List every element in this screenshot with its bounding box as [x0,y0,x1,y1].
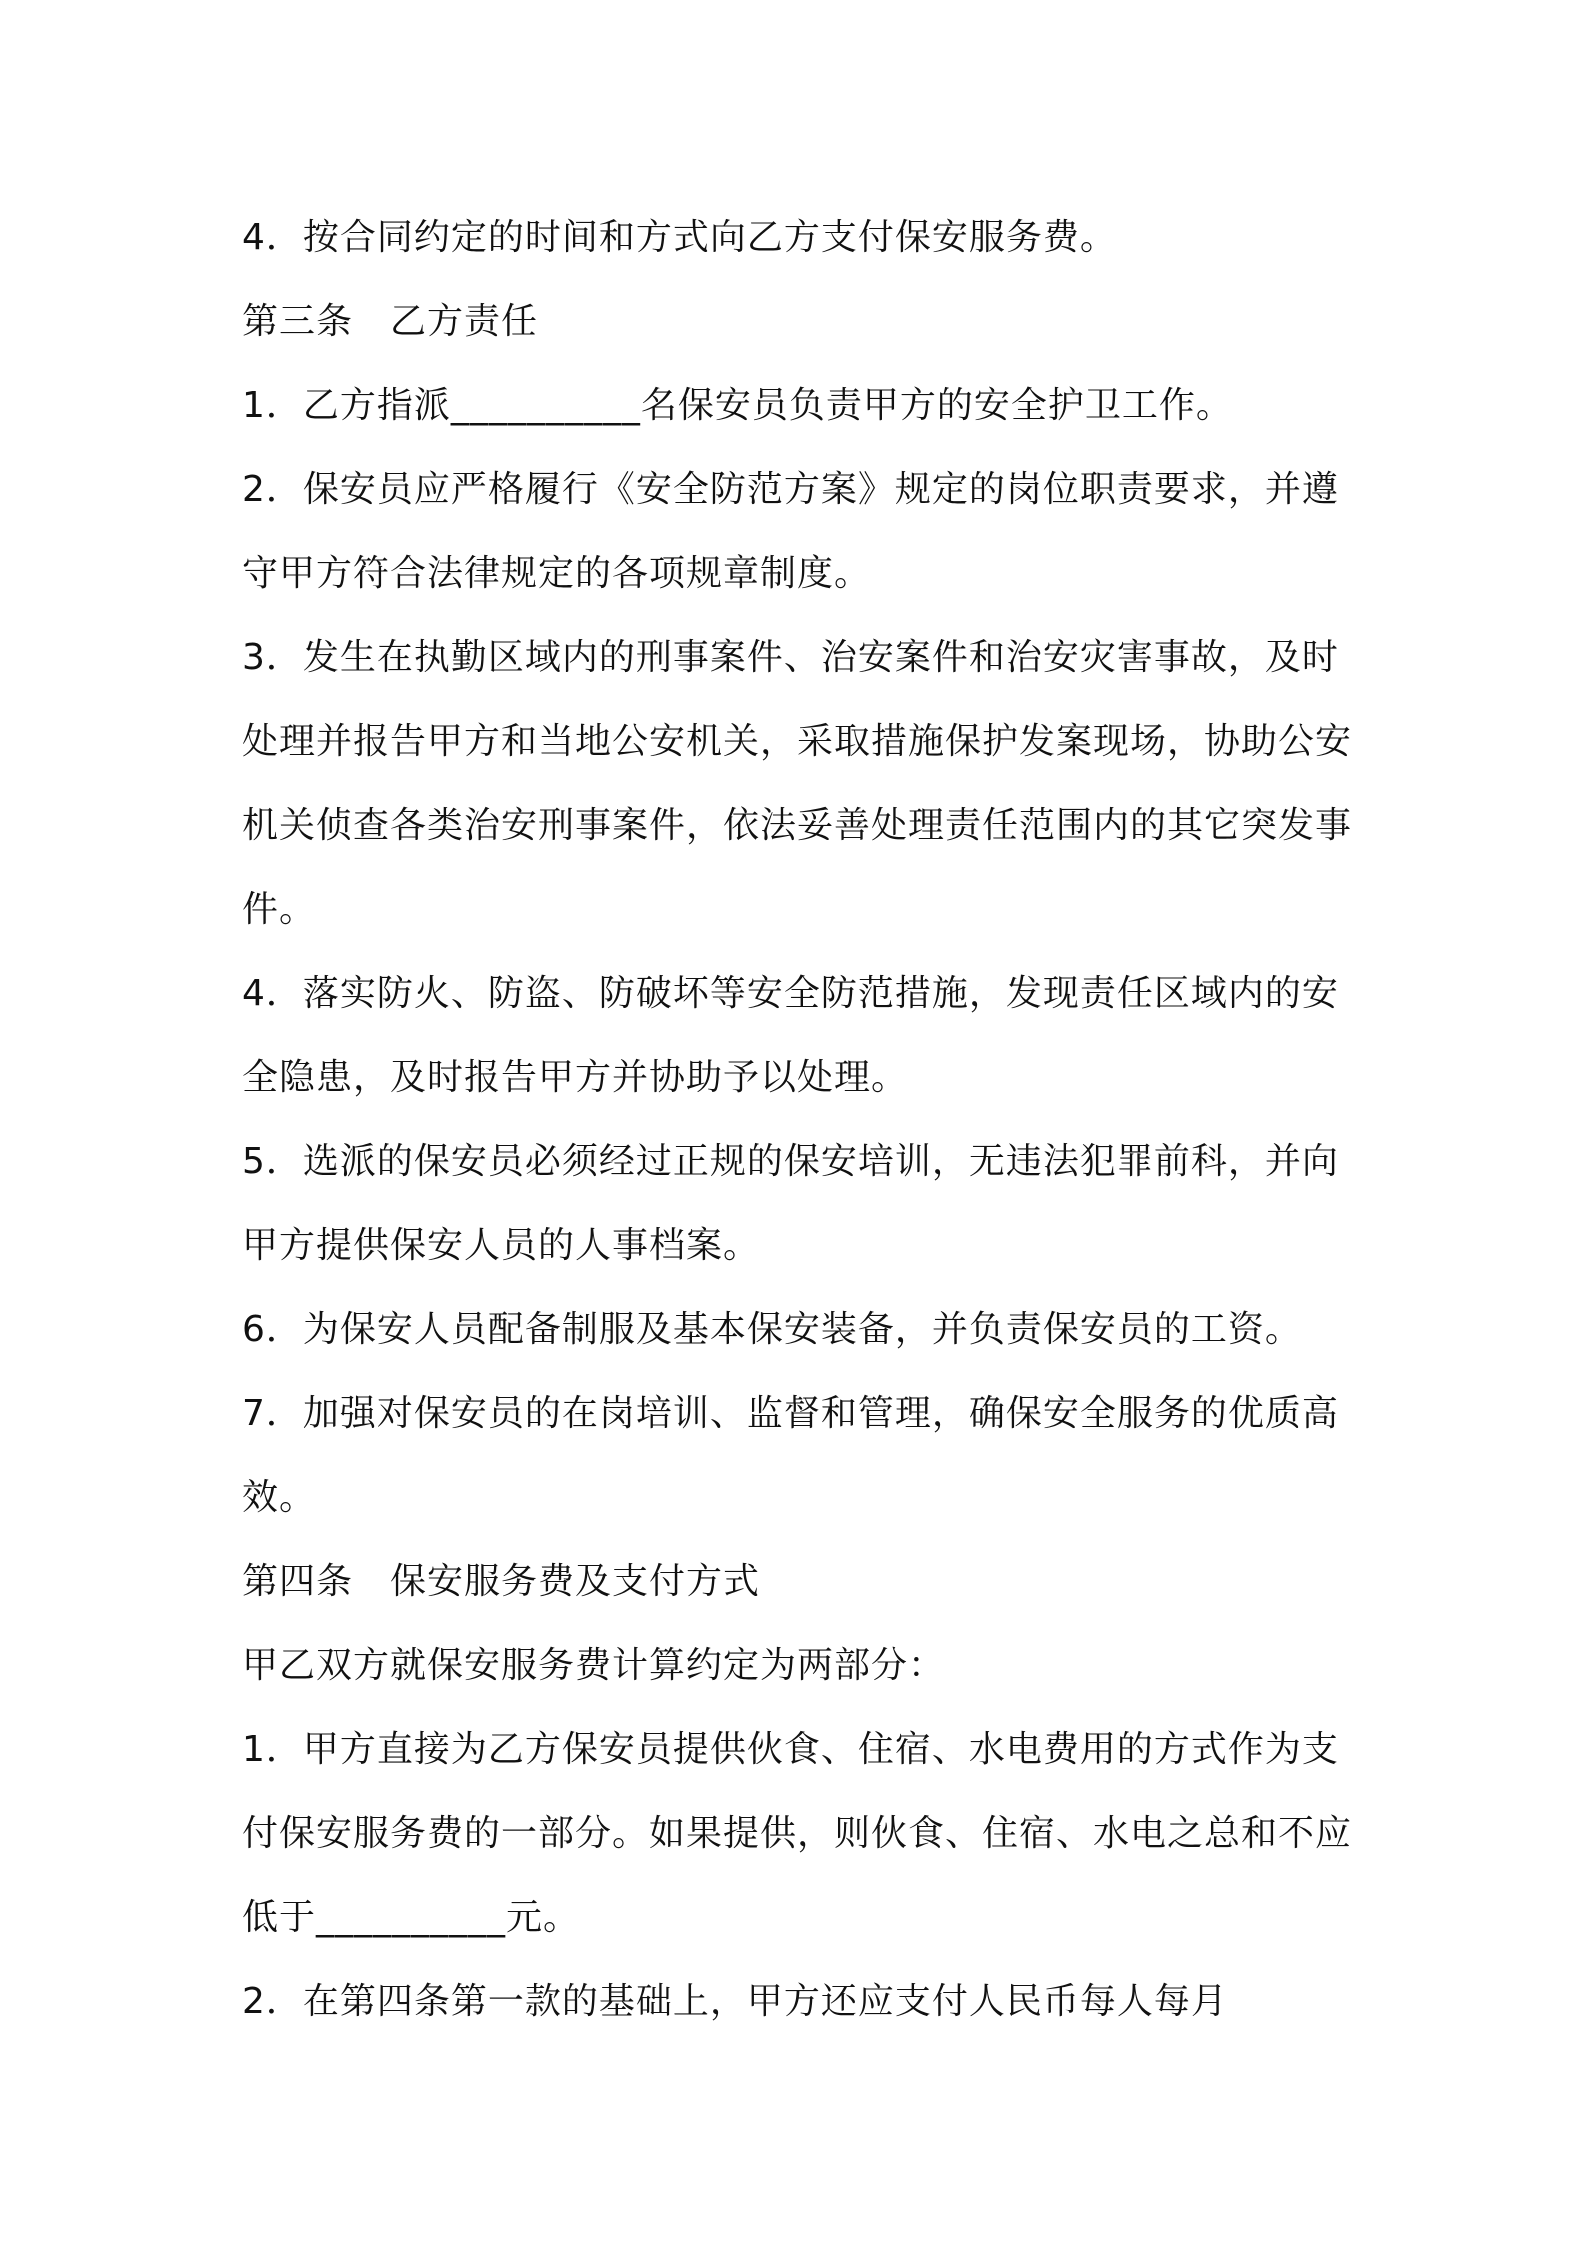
clause-b7-supervision: 7．加强对保安员的在岗培训、监督和管理，确保安全服务的优质高效。 [242,1393,1339,1518]
fee-intro: 甲乙双方就保安服务费计算约定为两部分： [242,1645,946,1686]
clause-b6-equipment: 6．为保安人员配备制服及基本保安装备，并负责保安员的工资。 [242,1309,1302,1350]
clause-c2-monthly-fee: 2．在第四条第一款的基础上，甲方还应支付人民币每人每月 [242,1981,1228,2022]
clause-b2-duties: 2．保安员应严格履行《安全防范方案》规定的岗位职责要求，并遵守甲方符合法律规定的各项规章制度。 [242,469,1339,594]
clause-c1-board-lodging: 1．甲方直接为乙方保安员提供伙食、住宿、水电费用的方式作为支付保安服务费的一部分。如果提供，则伙食、住宿、水电之总和不应低于__________元。 [242,1729,1353,1938]
clause-b1-assign-guards: 1．乙方指派__________名保安员负责甲方的安全护卫工作。 [242,385,1233,426]
article-3-heading: 第三条 乙方责任 [242,301,539,342]
clause-b4-prevention: 4．落实防火、防盗、防破坏等安全防范措施，发现责任区域内的安全隐患，及时报告甲方并协助予以处理。 [242,973,1339,1098]
article-4-heading: 第四条 保安服务费及支付方式 [242,1561,761,1602]
clause-b5-training: 5．选派的保安员必须经过正规的保安培训，无违法犯罪前科，并向甲方提供保安人员的人事档案。 [242,1141,1339,1266]
clause-a4-payment: 4．按合同约定的时间和方式向乙方支付保安服务费。 [242,217,1117,258]
clause-b3-incidents: 3．发生在执勤区域内的刑事案件、治安案件和治安灾害事故，及时处理并报告甲方和当地公安机关，采取措施保护发案现场，协助公安机关侦查各类治安刑事案件，依法妥善处理责任范围内的其它突发事件。 [242,637,1353,930]
document-body [242,196,1362,2044]
